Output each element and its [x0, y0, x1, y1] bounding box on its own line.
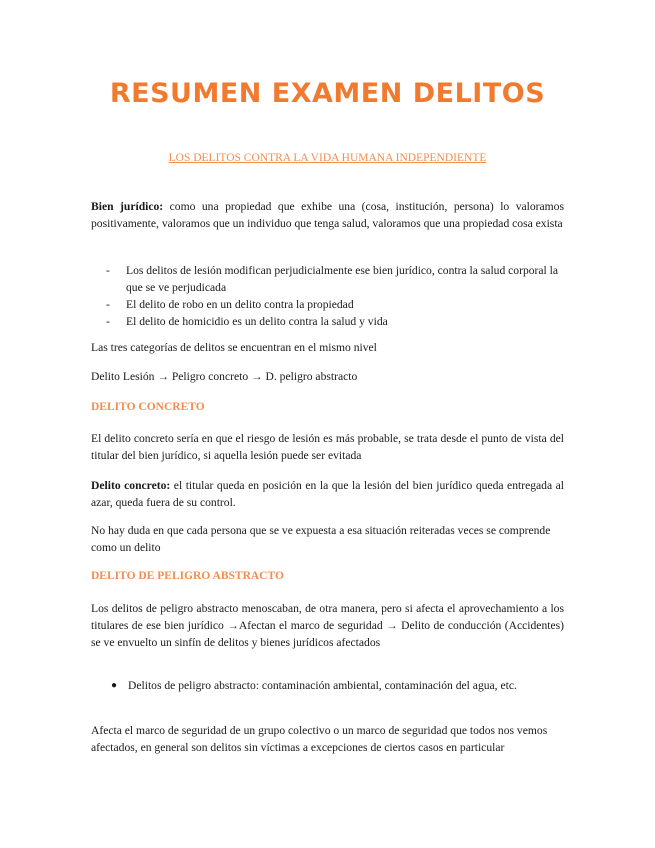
peligro-abstracto-paragraph-2: Afecta el marco de seguridad de un grupo colectivo o un marco de seguridad que todos nos vemos afectados, en general son delitos sin víctimas a excepciones de ciertos casos en particular [91, 724, 548, 754]
heading-delito-concreto: DELITO CONCRETO [91, 401, 205, 413]
escala-paragraph: Delito Lesión → Peligro concreto → D. peligro abstracto [91, 370, 358, 383]
dash-marker: - [106, 315, 110, 328]
bullet-marker: ● [111, 680, 118, 691]
list-item: - El delito de robo en un delito contra la propiedad [106, 298, 354, 311]
peligro-abstracto-paragraph-1: Los delitos de peligro abstracto menoscaban, de otra manera, pero si afecta el aprovechamiento a los titulares de ese bien jurídico →Afectan el marco de seguridad → Delito de conducción (Accidentes) se ve envuelto un sinfín de delitos y bienes jurídicos afectados [91, 602, 564, 649]
list-item: - Los delitos de lesión modifican perjudicialmente ese bien jurídico, contra la salud corporal la que se ve perjudicada [106, 264, 559, 294]
dash-marker: - [106, 264, 110, 277]
tres-categorias-paragraph: Las tres categorías de delitos se encuentran en el mismo nivel [91, 341, 377, 354]
list-item: ● Delitos de peligro abstracto: contaminación ambiental, contaminación del agua, etc. [111, 679, 517, 692]
dash-list [91, 262, 564, 330]
heading-peligro-abstracto: DELITO DE PELIGRO ABSTRACTO [91, 570, 284, 582]
section-subtitle: LOS DELITOS CONTRA LA VIDA HUMANA INDEPENDIENTE [168, 152, 487, 164]
delito-concreto-paragraph-2: Delito concreto: el titular queda en posición en la que la lesión del bien jurídico queda entregada al azar, queda fuera de su control. [91, 479, 564, 509]
list-item: - El delito de homicidio es un delito contra la salud y vida [106, 315, 388, 328]
bullet-list [91, 677, 564, 694]
delito-concreto-term: Delito concreto: [91, 479, 171, 492]
bien-juridico-paragraph [91, 198, 564, 232]
delito-concreto-paragraph-3: No hay duda en que cada persona que se ve expuesta a esa situación reiteradas veces se comprende como un delito [91, 524, 551, 554]
document-title: RESUMEN EXAMEN DELITOS [109, 78, 546, 109]
bien-juridico-term: Bien jurídico: [91, 200, 164, 213]
bien-juridico-text: como una propiedad que exhibe una (cosa, institución, persona) lo valoramos positivamente, valoramos que un individuo que tenga salud, valoramos que una propiedad cosa exista [91, 200, 564, 230]
delito-concreto-paragraph-1: El delito concreto sería en que el riesgo de lesión es más probable, se trata desde el punto de vista del titular del bien jurídico, si aquella lesión puede ser evitada [91, 432, 564, 462]
dash-marker: - [106, 298, 110, 311]
